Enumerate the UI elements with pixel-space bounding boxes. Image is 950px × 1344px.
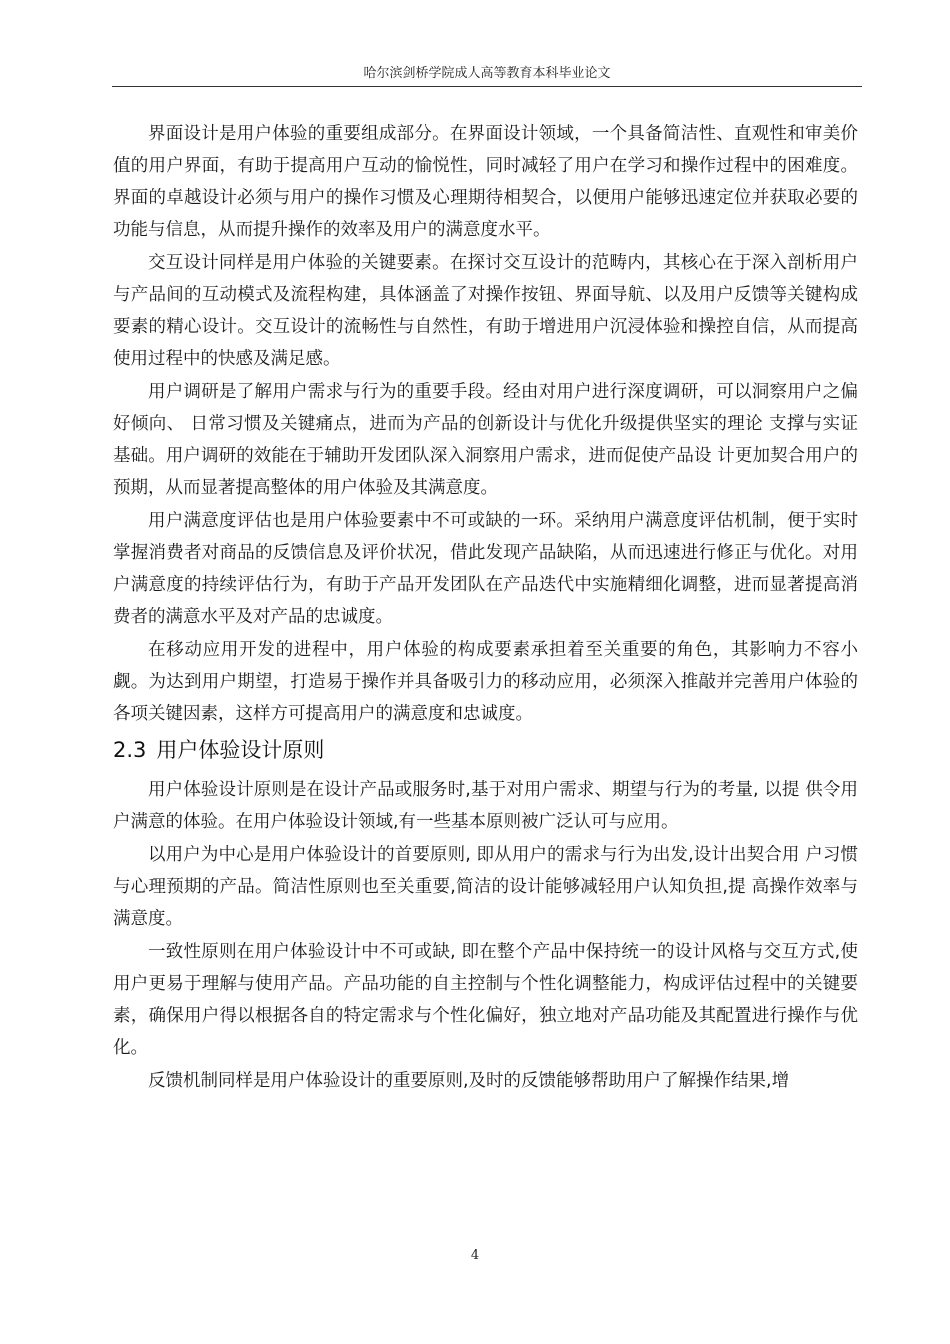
paragraph: 交互设计同样是用户体验的关键要素。在探讨交互设计的范畴内，其核心在于深入剖析用户与产品间的互动模式及流程构建，具体涵盖了对操作按钮、界面导航、以及用户反馈等关键构成要素的精心设计。交互设计的流畅性与自然性，有助于增进用户沉浸体验和操控自信，从而提高使用过程中的快感及满足感。 [113, 253, 858, 369]
paragraph: 反馈机制同样是用户体验设计的重要原则,及时的反馈能够帮助用户了解操作结果,增 [148, 1071, 790, 1091]
section-heading [113, 732, 858, 768]
paragraph: 一致性原则在用户体验设计中不可或缺, 即在整个产品中保持统一的设计风格与交互方式,使用户更易于理解与使用产品。产品功能的自主控制与个性化调整能力，构成评估过程中的关键要素，确保用户得以根据各自的特定需求与个性化偏好，独立地对产品功能及其配置进行操作与优化。 [113, 942, 858, 1058]
body-text [113, 118, 858, 1097]
section-number: 2.3 [113, 738, 147, 762]
paragraph: 用户调研是了解用户需求与行为的重要手段。经由对用户进行深度调研，可以洞察用户之偏好倾向、 日常习惯及关键痛点，进而为产品的创新设计与优化升级提供坚实的理论 支撑与实证基础。用户调研的效能在于辅助开发团队深入洞察用户需求，进而促使产品设 计更加契合用户的预期，从而显著提高整体的用户体验及其满意度。 [113, 382, 858, 498]
section-title: 用户体验设计原则 [156, 738, 325, 762]
paragraph: 界面设计是用户体验的重要组成部分。在界面设计领域，一个具备简洁性、直观性和审美价值的用户界面，有助于提高用户互动的愉悦性，同时减轻了用户在学习和操作过程中的困难度。界面的卓越设计必须与用户的操作习惯及心理期待相契合，以便用户能够迅速定位并获取必要的功能与信息，从而提升操作的效率及用户的满意度水平。 [113, 124, 858, 240]
header-divider [112, 86, 862, 87]
running-header: 哈尔滨剑桥学院成人高等教育本科毕业论文 [363, 66, 611, 81]
paragraph: 用户满意度评估也是用户体验要素中不可或缺的一环。采纳用户满意度评估机制，便于实时掌握消费者对商品的反馈信息及评价状况，借此发现产品缺陷，从而迅速进行修正与优化。对用户满意度的持续评估行为，有助于产品开发团队在产品迭代中实施精细化调整，进而显著提高消费者的满意水平及对产品的忠诚度。 [113, 511, 858, 627]
paragraph: 在移动应用开发的进程中，用户体验的构成要素承担着至关重要的角色，其影响力不容小觑。为达到用户期望，打造易于操作并具备吸引力的移动应用，必须深入推敲并完善用户体验的各项关键因素，这样方可提高用户的满意度和忠诚度。 [113, 640, 858, 724]
paragraph: 用户体验设计原则是在设计产品或服务时,基于对用户需求、期望与行为的考量, 以提 供令用户满意的体验。在用户体验设计领域,有一些基本原则被广泛认可与应用。 [113, 780, 858, 832]
page-number: 4 [470, 1248, 480, 1263]
paragraph: 以用户为中心是用户体验设计的首要原则, 即从用户的需求与行为出发,设计出契合用 户习惯与心理预期的产品。简洁性原则也至关重要,简洁的设计能够减轻用户认知负担,提 高操作效率与满意度。 [113, 845, 858, 929]
